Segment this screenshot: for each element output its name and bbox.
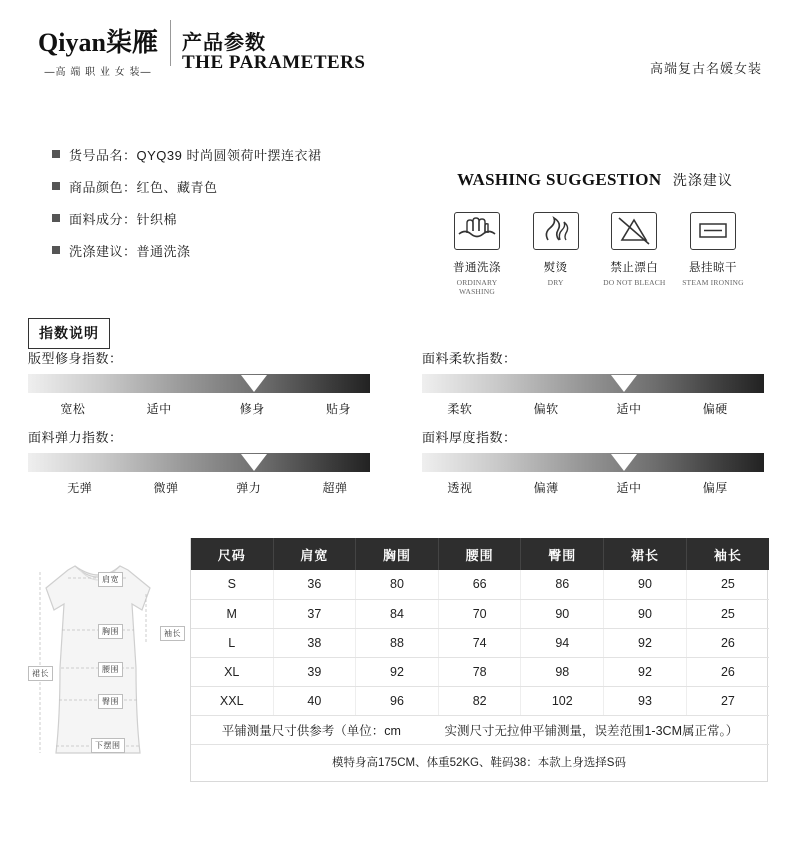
meter-ticks — [422, 479, 767, 501]
table-cell: 36 — [273, 570, 356, 599]
table-cell: 94 — [521, 628, 604, 657]
table-cell: 66 — [438, 570, 521, 599]
table-cell: 82 — [438, 686, 521, 715]
square-bullet-icon — [52, 214, 60, 222]
garment-measurement-diagram — [20, 548, 180, 778]
hand-wash-icon — [454, 212, 500, 250]
info-label: 商品颜色： — [69, 179, 137, 195]
header-tagline: 高端复古名媛女装 — [649, 61, 762, 76]
table-header-cell: 裙长 — [604, 538, 687, 570]
table-cell: 96 — [356, 686, 439, 715]
page-title-cn: 产品参数 — [182, 32, 266, 54]
size-table — [191, 538, 769, 745]
washing-label-cn: 熨烫 — [543, 262, 568, 274]
table-cell: M — [191, 599, 273, 628]
dry-icon — [533, 212, 579, 250]
table-cell: 26 — [686, 628, 769, 657]
table-cell: 27 — [686, 686, 769, 715]
meter-tick: 贴身 — [325, 402, 352, 416]
table-cell: 92 — [604, 657, 687, 686]
table-row — [191, 570, 769, 599]
hang-dry-icon — [690, 212, 736, 250]
table-cell: 90 — [604, 570, 687, 599]
meter-tick: 柔软 — [447, 402, 473, 416]
washing-item — [440, 212, 514, 296]
meter-ticks — [28, 479, 373, 501]
washing-title-cn: 洗涤建议 — [672, 172, 733, 188]
washing-label-en: DRY — [547, 278, 564, 287]
meter-marker-icon — [611, 375, 637, 392]
meter-tick: 偏软 — [533, 402, 559, 416]
table-cell: 93 — [604, 686, 687, 715]
meter-bar — [422, 453, 764, 472]
meter-tick: 弹力 — [236, 481, 262, 495]
table-row — [191, 599, 769, 628]
list-item — [52, 202, 412, 234]
meter-tick: 适中 — [616, 402, 642, 416]
table-cell: L — [191, 628, 273, 657]
washing-label-cn: 普通洗涤 — [453, 262, 501, 274]
table-cell: 78 — [438, 657, 521, 686]
info-value: QYQ39 时尚圆领荷叶摆连衣裙 — [136, 147, 322, 163]
table-header-cell: 尺码 — [191, 538, 273, 570]
meter-tick: 适中 — [146, 402, 172, 416]
square-bullet-icon — [52, 246, 60, 254]
info-label: 面料成分： — [69, 211, 137, 227]
table-cell: 40 — [273, 686, 356, 715]
meter-label: 面料柔软指数： — [422, 351, 517, 366]
table-cell: 80 — [356, 570, 439, 599]
washing-icon-row — [440, 212, 750, 296]
table-header-cell: 臀围 — [521, 538, 604, 570]
size-table-block — [190, 538, 768, 782]
table-cell: 92 — [356, 657, 439, 686]
garment-label: 肩宽 — [98, 572, 123, 587]
meter-tick: 修身 — [239, 402, 265, 416]
meter-tick: 偏硬 — [702, 402, 728, 416]
garment-label: 裙长 — [28, 666, 53, 681]
meter-tick: 透视 — [447, 481, 473, 495]
table-row — [191, 628, 769, 657]
table-header-row — [191, 538, 769, 570]
table-cell: 90 — [604, 599, 687, 628]
table-header-cell: 肩宽 — [273, 538, 356, 570]
meter-bar — [28, 453, 370, 472]
info-label: 洗涤建议： — [69, 243, 137, 259]
meter-tick: 微弹 — [153, 481, 179, 495]
table-cell: S — [191, 570, 273, 599]
page-title-en: THE PARAMETERS — [182, 52, 366, 73]
table-cell: 37 — [273, 599, 356, 628]
table-header-cell: 腰围 — [438, 538, 521, 570]
product-info-list — [52, 138, 412, 266]
brand-block — [28, 22, 168, 78]
table-cell: 92 — [604, 628, 687, 657]
page-header — [0, 0, 790, 86]
table-cell: 39 — [273, 657, 356, 686]
meter-tick: 超弹 — [322, 481, 348, 495]
model-note: 模特身高175CM、体重52KG、鞋码38：本款上身选择S码 — [332, 756, 626, 769]
meter-bar — [28, 374, 370, 393]
table-cell: 25 — [686, 599, 769, 628]
info-value: 普通洗涤 — [136, 243, 191, 259]
washing-item — [676, 212, 750, 296]
table-cell: 102 — [521, 686, 604, 715]
meter-fit-index — [28, 348, 373, 422]
table-cell: 98 — [521, 657, 604, 686]
table-note-cell — [191, 715, 769, 744]
meter-marker-icon — [241, 454, 267, 471]
info-value: 针织棉 — [136, 211, 178, 227]
table-header-cell: 袖长 — [686, 538, 769, 570]
brand-subtitle: —高 端 职 业 女 装— — [44, 67, 152, 78]
washing-label-en: DO NOT BLEACH — [603, 278, 666, 287]
table-cell: XL — [191, 657, 273, 686]
washing-label-en: STEAM IRONING — [682, 278, 744, 287]
washing-title-en: WASHING SUGGESTION — [457, 170, 662, 189]
meter-label: 面料弹力指数： — [28, 430, 123, 445]
meter-tick: 宽松 — [60, 402, 86, 416]
meter-marker-icon — [611, 454, 637, 471]
meter-ticks — [422, 400, 767, 422]
list-item — [52, 170, 412, 202]
table-cell: 25 — [686, 570, 769, 599]
garment-label: 腰围 — [98, 662, 123, 677]
info-label: 货号品名： — [69, 147, 137, 163]
table-cell: 84 — [356, 599, 439, 628]
meter-label: 面料厚度指数： — [422, 430, 517, 445]
meter-softness-index — [422, 348, 767, 422]
table-row — [191, 686, 769, 715]
meter-label: 版型修身指数： — [28, 351, 123, 366]
meter-tick: 偏厚 — [702, 481, 728, 495]
brand-name: Qiyan柒雁 — [38, 28, 158, 57]
table-cell: XXL — [191, 686, 273, 715]
washing-suggestion-block — [440, 170, 750, 296]
meter-tick: 适中 — [616, 481, 642, 495]
washing-label-cn: 禁止漂白 — [610, 262, 659, 274]
garment-label: 下摆围 — [91, 738, 125, 753]
measure-note-left: 平铺测量尺寸供参考（单位：cm — [221, 723, 401, 738]
list-item — [52, 234, 412, 266]
info-value: 红色、藏青色 — [136, 179, 218, 195]
table-header-cell: 胸围 — [356, 538, 439, 570]
square-bullet-icon — [52, 150, 60, 158]
square-bullet-icon — [52, 182, 60, 190]
meter-marker-icon — [241, 375, 267, 392]
table-cell: 74 — [438, 628, 521, 657]
washing-item — [519, 212, 593, 296]
header-divider — [170, 20, 171, 66]
table-cell: 38 — [273, 628, 356, 657]
garment-label: 袖长 — [160, 626, 185, 641]
table-cell: 90 — [521, 599, 604, 628]
meter-thickness-index — [422, 427, 767, 501]
table-cell: 26 — [686, 657, 769, 686]
washing-title — [440, 170, 750, 190]
washing-label-en: ORDINARY WASHING — [456, 278, 498, 296]
garment-label: 臀围 — [98, 694, 123, 709]
garment-label: 胸围 — [98, 624, 123, 639]
meter-ticks — [28, 400, 373, 422]
meter-tick: 偏薄 — [533, 481, 559, 495]
table-cell: 88 — [356, 628, 439, 657]
measure-note-right: 实测尺寸无拉伸平铺测量，误差范围1-3CM属正常。） — [444, 723, 739, 738]
washing-item — [597, 212, 671, 296]
index-section-title: 指数说明 — [28, 318, 110, 349]
table-cell: 70 — [438, 599, 521, 628]
table-note-row — [191, 715, 769, 744]
table-cell: 86 — [521, 570, 604, 599]
washing-label-cn: 悬挂晾干 — [688, 262, 737, 274]
meter-bar — [422, 374, 764, 393]
table-row — [191, 657, 769, 686]
no-bleach-icon — [611, 212, 657, 250]
list-item — [52, 138, 412, 170]
meter-tick: 无弹 — [67, 481, 93, 495]
meter-elasticity-index — [28, 427, 373, 501]
